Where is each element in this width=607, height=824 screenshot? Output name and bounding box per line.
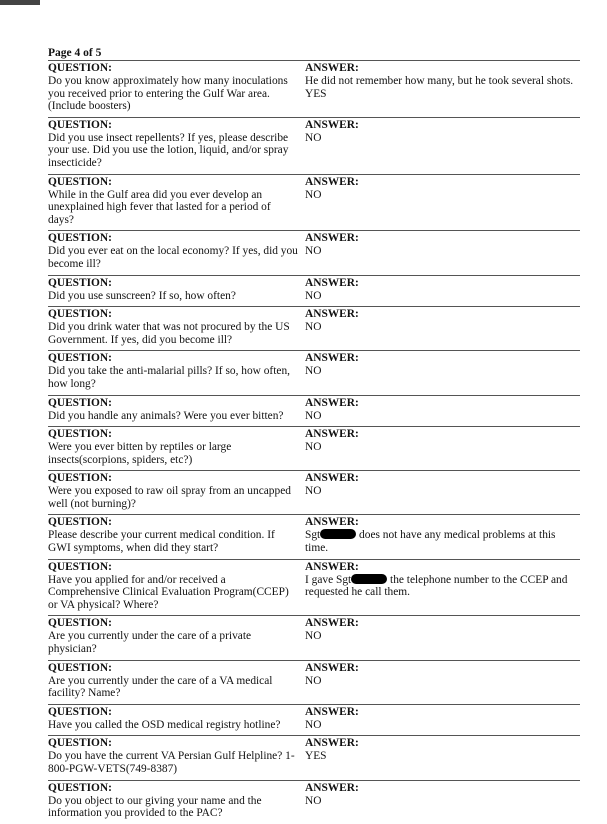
answer-value: NO — [305, 674, 322, 687]
question-header: QUESTION: — [48, 118, 112, 131]
answer-header: ANSWER: — [305, 560, 359, 573]
answer-value: NO — [305, 409, 322, 422]
question-text: Did you use insect repellents? If yes, please describe your use. Did you use the lotion, liquid, and/or spray insecticide? — [48, 131, 289, 169]
answer-text — [305, 719, 580, 732]
question-header: QUESTION: — [48, 62, 112, 74]
question-text: Are you currently under the care of a private physician? — [48, 630, 252, 656]
answer-text — [305, 795, 580, 820]
answer-value: NO — [305, 718, 322, 731]
question-header: QUESTION: — [48, 472, 112, 485]
question-text: Do you have the current VA Persian Gulf Helpline? 1-800-PGW-VETS(749-8387) — [48, 750, 295, 775]
answer-text — [305, 485, 580, 510]
answer-text — [305, 245, 580, 270]
answer-value: NO — [305, 245, 322, 258]
qa-row — [48, 117, 580, 174]
answer-header: ANSWER: — [305, 428, 359, 441]
question-header: QUESTION: — [48, 705, 112, 718]
question-text: Did you drink water that was not procured by the US Government. If yes, did you become ill? — [48, 321, 290, 346]
answer-header: ANSWER: — [305, 705, 359, 718]
qa-row — [48, 230, 580, 274]
question-text: Were you ever bitten by reptiles or large insects(scorpions, spiders, etc?) — [48, 441, 232, 466]
question-header: QUESTION: — [48, 781, 112, 794]
question-text: Did you ever eat on the local economy? If yes, did you become ill? — [48, 245, 298, 270]
question-header: QUESTION: — [48, 661, 112, 674]
answer-value: NO — [305, 365, 322, 378]
answer-text — [305, 574, 580, 612]
qa-row — [48, 559, 580, 616]
qa-row — [48, 395, 580, 427]
question-header: QUESTION: — [48, 396, 112, 409]
answer-text — [305, 75, 580, 113]
answer-value: NO — [305, 441, 322, 454]
qa-row — [48, 60, 580, 117]
question-header: QUESTION: — [48, 276, 112, 289]
qa-list — [48, 60, 580, 824]
question-text: Do you know approximately how many inoculations you received prior to entering the Gulf War area. (Include boosters) — [48, 75, 288, 113]
answer-header: ANSWER: — [305, 308, 359, 321]
answer-text — [305, 189, 580, 227]
question-text: Did you take the anti-malarial pills? If so, how often, how long? — [48, 365, 290, 390]
answer-text — [305, 675, 580, 700]
qa-row — [48, 704, 580, 736]
qa-row — [48, 660, 580, 704]
answer-rest: the telephone number to the CCEP and requested he call them. — [305, 573, 568, 599]
question-header: QUESTION: — [48, 175, 112, 188]
answer-text — [305, 441, 580, 466]
question-text: Did you use sunscreen? If so, how often? — [48, 289, 236, 302]
question-header: QUESTION: — [48, 560, 112, 573]
answer-header: ANSWER: — [305, 737, 359, 750]
answer-prefix: I gave Sgt — [305, 573, 352, 586]
answer-header: ANSWER: — [305, 516, 359, 529]
answer-value: NO — [305, 289, 322, 302]
question-header: QUESTION: — [48, 352, 112, 365]
answer-header: ANSWER: — [305, 175, 359, 188]
answer-rest: does not have any medical problems at this time. — [305, 529, 556, 555]
answer-value: NO — [305, 485, 322, 498]
answer-header: ANSWER: — [305, 232, 359, 245]
redaction-mark — [351, 574, 387, 584]
qa-row — [48, 514, 580, 558]
question-text: Have you called the OSD medical registry hotline? — [48, 718, 281, 731]
question-header: QUESTION: — [48, 428, 112, 441]
qa-row — [48, 735, 580, 779]
answer-text — [305, 630, 580, 655]
question-header: QUESTION: — [48, 617, 112, 630]
scan-mark — [0, 0, 40, 5]
qa-row — [48, 306, 580, 350]
answer-value: He did not remember how many, but he took several shots. YES — [305, 75, 574, 100]
answer-text — [305, 529, 580, 554]
answer-header: ANSWER: — [305, 472, 359, 485]
question-text: Have you applied for and/or received a Comprehensive Clinical Evaluation Program(CCEP) or VA physical? Where? — [48, 573, 289, 611]
page-number: Page 4 of 5 — [48, 47, 102, 59]
question-header: QUESTION: — [48, 308, 112, 321]
qa-row — [48, 615, 580, 659]
answer-text — [305, 365, 580, 390]
qa-row — [48, 470, 580, 514]
redaction-mark — [320, 529, 356, 539]
question-header: QUESTION: — [48, 516, 112, 529]
answer-header: ANSWER: — [305, 276, 359, 289]
answer-text — [305, 410, 580, 423]
qa-row — [48, 350, 580, 394]
qa-row — [48, 780, 580, 824]
answer-prefix: Sgt — [305, 529, 321, 542]
answer-value: YES — [305, 750, 327, 763]
qa-row — [48, 275, 580, 307]
answer-text — [305, 132, 580, 170]
answer-text — [305, 750, 580, 775]
answer-text — [305, 290, 580, 303]
qa-row — [48, 174, 580, 231]
question-text: Are you currently under the care of a VA medical facility? Name? — [48, 674, 273, 700]
question-text: Did you handle any animals? Were you ever bitten? — [48, 409, 284, 422]
question-text: While in the Gulf area did you ever develop an unexplained high fever that lasted for a period of days? — [48, 188, 271, 226]
answer-header: ANSWER: — [305, 352, 359, 365]
answer-header: ANSWER: — [305, 781, 359, 794]
question-header: QUESTION: — [48, 232, 112, 245]
answer-header: ANSWER: — [305, 118, 359, 131]
qa-row — [48, 426, 580, 470]
answer-value: NO — [305, 188, 322, 201]
answer-header: ANSWER: — [305, 62, 359, 74]
answer-value: NO — [305, 131, 322, 144]
answer-value: NO — [305, 794, 322, 807]
answer-value: NO — [305, 321, 322, 334]
answer-header: ANSWER: — [305, 661, 359, 674]
question-text: Were you exposed to raw oil spray from an uncapped well (not burning)? — [48, 485, 291, 510]
answer-header: ANSWER: — [305, 396, 359, 409]
answer-header: ANSWER: — [305, 617, 359, 630]
question-header: QUESTION: — [48, 737, 112, 750]
question-text: Do you object to our giving your name and the information you provided to the PAC? — [48, 794, 262, 820]
answer-value: NO — [305, 630, 322, 643]
answer-text — [305, 321, 580, 346]
question-text: Please describe your current medical condition. If GWI symptoms, when did they start? — [48, 529, 275, 555]
